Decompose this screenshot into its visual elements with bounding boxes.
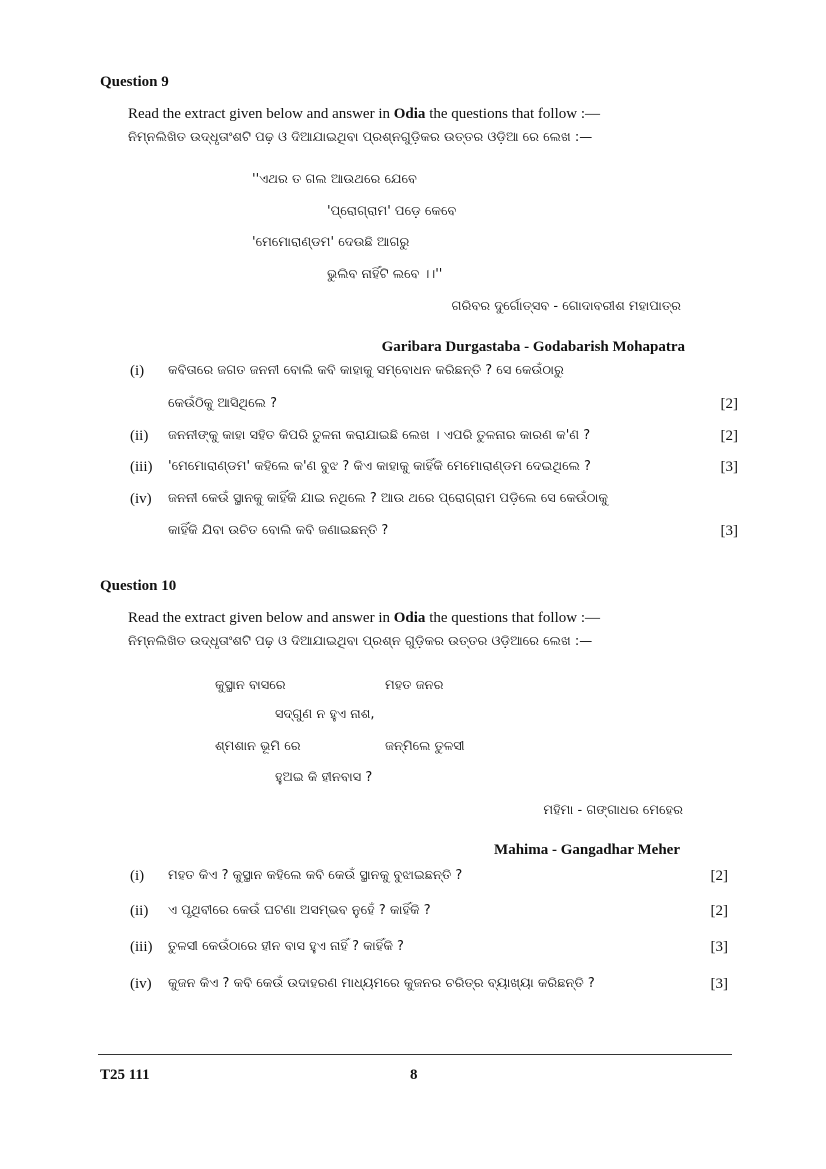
item-number: (iv) bbox=[130, 976, 152, 992]
question-text: କେଉଁଠିକୁ ଆସିଥିଲେ ? bbox=[168, 396, 277, 411]
q10-instruction-od: ନିମ୍ନଲିଖିତ ଉଦ୍ଧୃତାଂଶଟି ପଢ଼ ଓ ଦିଆଯାଇଥିବା ପ୍ରଶ୍ନ ଗୁଡ଼ିକର ଉତ୍ତର ଓଡ଼ିଆରେ ଲେଖ :— bbox=[128, 634, 593, 649]
q10-source-en: Mahima - Gangadhar Meher bbox=[494, 842, 680, 858]
question-text: କୁଜନ କିଏ ? କବି କେଉଁ ଉଦାହରଣ ମାଧ୍ୟମରେ କୁଜନର ଚରିତ୍ର ବ୍ୟାଖ୍ୟା କରିଛନ୍ତି ? bbox=[168, 976, 595, 991]
item-number: (ii) bbox=[130, 428, 149, 444]
marks: [2] bbox=[720, 428, 738, 444]
poem-line: କୁସ୍ଥାନ ବାସରେ bbox=[215, 678, 286, 693]
poem-line: 'ପ୍ରୋଗ୍ରାମ' ପଡ଼େ କେବେ bbox=[327, 204, 457, 219]
marks: [2] bbox=[710, 903, 728, 919]
marks: [3] bbox=[710, 939, 728, 955]
paper-code: T25 111 bbox=[100, 1067, 150, 1083]
footer-divider bbox=[98, 1054, 732, 1055]
q9-instruction-en bbox=[128, 105, 600, 123]
item-number: (iv) bbox=[130, 491, 152, 507]
poem-line: ହୁଅଇ କି ହୀନବାସ ? bbox=[275, 770, 373, 785]
q10-instruction-en bbox=[128, 609, 600, 627]
question-text: ଏ ପୃଥିବୀରେ କେଉଁ ଘଟଣା ଅସମ୍ଭବ ନୁହେଁ ? କାହିଁକି ? bbox=[168, 903, 431, 918]
item-number: (i) bbox=[130, 868, 145, 884]
marks: [3] bbox=[720, 523, 738, 539]
q10-source-od: ମହିମା - ଗଙ୍ଗାଧର ମେହେର bbox=[543, 803, 683, 818]
poem-line: ''ଏଥର ତ ଗଲ ଆଉଥରେ ଯେବେ bbox=[252, 172, 417, 187]
question-text: ମହତ କିଏ ? କୁସ୍ଥାନ କହିଲେ କବି କେଉଁ ସ୍ଥାନକୁ ବୁଝାଇଛନ୍ତି ? bbox=[168, 868, 463, 883]
marks: [2] bbox=[710, 868, 728, 884]
marks: [3] bbox=[710, 976, 728, 992]
q9-instruction-od: ନିମ୍ନଲିଖିତ ଉଦ୍ଧୃତାଂଶଟି ପଢ଼ ଓ ଦିଆଯାଇଥିବା ପ୍ରଶ୍ନଗୁଡ଼ିକର ଉତ୍ତର ଓଡ଼ିଆ ରେ ଲେଖ :— bbox=[128, 130, 593, 145]
poem-line: ସଦ୍‌ଗୁଣ ନ ହୁଏ ନାଶ, bbox=[275, 707, 375, 722]
instruction-bold: Odia bbox=[393, 106, 426, 122]
poem-line: 'ମେମୋରାଣ୍ଡମ' ଦେଉଛି ଆଗରୁ bbox=[252, 235, 410, 250]
instruction-text: the questions that follow :— bbox=[425, 106, 601, 122]
question-10-heading: Question 10 bbox=[100, 578, 177, 594]
question-text: ତୁଳସୀ କେଉଁଠାରେ ହୀନ ବାସ ହୁଏ ନାହିଁ ? କାହିଁକି ? bbox=[168, 939, 404, 954]
item-number: (iii) bbox=[130, 459, 153, 475]
instruction-text: Read the extract given below and answer in bbox=[128, 610, 394, 626]
q9-source-od: ଗରିବର ଦୁର୍ଗୋତ୍ସବ - ଗୋଦାବରୀଶ ମହାପାତ୍ର bbox=[451, 299, 681, 314]
question-9-heading: Question 9 bbox=[100, 74, 169, 90]
q9-source-en: Garibara Durgastaba - Godabarish Mohapatra bbox=[381, 339, 685, 355]
instruction-text: Read the extract given below and answer in bbox=[128, 106, 394, 122]
question-text: କବିତାରେ ଜଗତ ଜନନୀ ବୋଲି କବି କାହାକୁ ସମ୍ବୋଧନ କରିଛନ୍ତି ? ସେ କେଉଁଠାରୁ bbox=[168, 363, 564, 378]
question-text: ଜନନୀଙ୍କୁ କାହା ସହିତ କିପରି ତୁଳନା କରାଯାଇଛି ଲେଖ । ଏପରି ତୁଳନାର କାରଣ କ'ଣ ? bbox=[168, 428, 591, 443]
poem-line: ମହତ ଜନର bbox=[385, 678, 444, 693]
question-text: ଜନନୀ କେଉଁ ସ୍ଥାନକୁ କାହିଁକି ଯାଇ ନଥିଲେ ? ଆଉ ଥରେ ପ୍ରୋଗ୍ରାମ ପଡ଼ିଲେ ସେ କେଉଁଠାକୁ bbox=[168, 491, 609, 506]
question-text: କାହିଁକି ଯିବା ଉଚିତ ବୋଲି କବି ଜଣାଇଛନ୍ତି ? bbox=[168, 523, 389, 538]
page-number: 8 bbox=[410, 1067, 418, 1083]
poem-line: ଭୁଲିବ ନାହିଁଟି ଲବେ ।।'' bbox=[327, 267, 443, 282]
poem-line: ଶ୍ମଶାନ ଭୂମି ରେ bbox=[215, 739, 301, 754]
marks: [2] bbox=[720, 396, 738, 412]
question-text: 'ମେମୋରାଣ୍ଡମ' କହିଲେ କ'ଣ ବୁଝ ? କିଏ କାହାକୁ କାହିଁକି ମେମୋରାଣ୍ଡମ ଦେଇଥିଲେ ? bbox=[168, 459, 591, 474]
item-number: (ii) bbox=[130, 903, 149, 919]
instruction-text: the questions that follow :— bbox=[425, 610, 601, 626]
item-number: (iii) bbox=[130, 939, 153, 955]
marks: [3] bbox=[720, 459, 738, 475]
item-number: (i) bbox=[130, 363, 145, 379]
poem-line: ଜନ୍ମିଲେ ତୁଳସୀ bbox=[385, 739, 465, 754]
instruction-bold: Odia bbox=[393, 610, 426, 626]
